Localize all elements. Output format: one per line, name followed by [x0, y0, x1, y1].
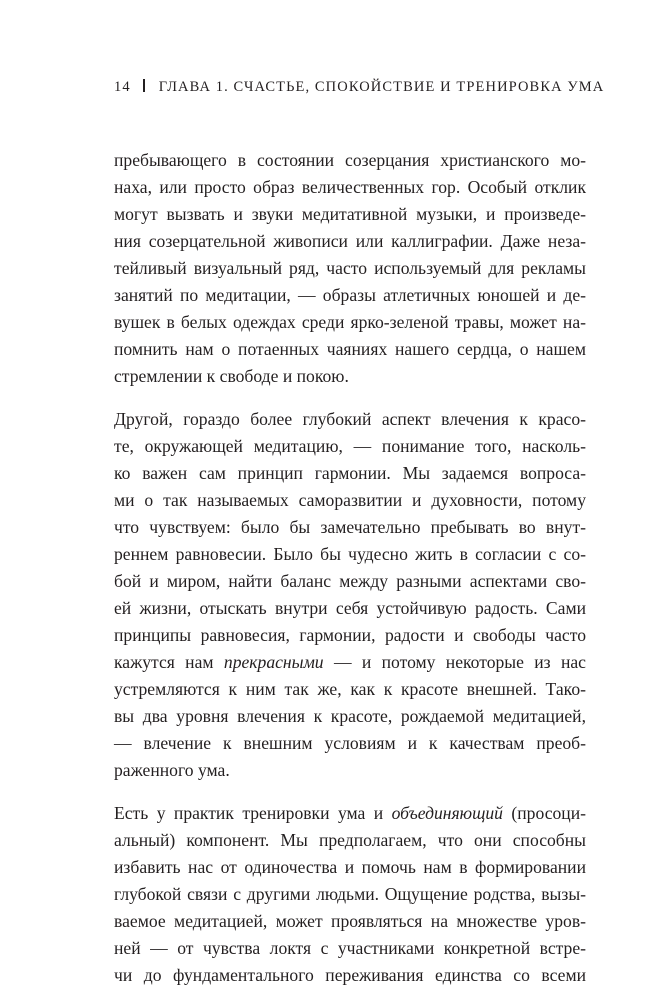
- text-segment: ко важен сам принцип гармонии. Мы задаемся вопроса-: [114, 463, 586, 483]
- text-line: [114, 514, 586, 541]
- text-line: [114, 255, 586, 282]
- text-line: [114, 174, 586, 201]
- text-segment: (просоци-: [502, 803, 586, 823]
- text-line: [114, 730, 586, 757]
- text-segment: глубокой связи с другими людьми. Ощущение родства, вызы-: [114, 884, 586, 904]
- text-line: [114, 309, 586, 336]
- text-segment: принципы равновесия, гармонии, радости и свободы часто: [114, 625, 586, 645]
- paragraph: [114, 147, 586, 390]
- body-text: [114, 147, 586, 989]
- text-segment: кажутся нам: [114, 652, 224, 672]
- text-segment: те, окружающей медитацию, — понимание того, насколь-: [114, 436, 586, 456]
- text-line: [114, 147, 586, 174]
- text-segment: ми о так называемых саморазвитии и духовности, потому: [114, 490, 586, 510]
- text-line: [114, 649, 586, 676]
- header-separator: [143, 79, 145, 92]
- text-segment: могут вызвать и звуки медитативной музыки, и произведе-: [114, 204, 586, 224]
- text-line: [114, 854, 586, 881]
- paragraph: [114, 406, 586, 784]
- paragraph: [114, 800, 586, 989]
- text-line: [114, 935, 586, 962]
- text-segment: тейливый визуальный ряд, часто используемый для рекламы: [114, 258, 586, 278]
- text-segment: устремляются к ним так же, как к красоте внешней. Тако-: [114, 679, 586, 699]
- text-segment: альный) компонент. Мы предполагаем, что они способны: [114, 830, 586, 850]
- text-segment: ней — от чувства локтя с участниками конкретной встре-: [114, 938, 586, 958]
- text-line: [114, 541, 586, 568]
- text-segment: Другой, гораздо более глубокий аспект влечения к красо-: [114, 409, 586, 429]
- text-line: [114, 568, 586, 595]
- running-header: [114, 77, 605, 97]
- text-segment: чи до фундаментального переживания единства со всеми: [114, 965, 586, 985]
- text-line: [114, 201, 586, 228]
- text-segment: стремлении к свободе и покою.: [114, 366, 349, 386]
- text-line: [114, 676, 586, 703]
- text-segment: — и потому некоторые из нас: [323, 652, 586, 672]
- text-segment: Есть у практик тренировки ума и: [114, 803, 392, 823]
- text-line: [114, 962, 586, 989]
- text-segment: избавить нас от одиночества и помочь нам в формировании: [114, 857, 586, 877]
- text-segment: бой и миром, найти баланс между разными аспектами сво-: [114, 571, 586, 591]
- text-segment: вы два уровня влечения к красоте, рождаемой медитацией,: [114, 706, 586, 726]
- text-line: [114, 336, 586, 363]
- text-line: [114, 595, 586, 622]
- text-line: [114, 827, 586, 854]
- italic-text: прекрасными: [223, 652, 324, 672]
- text-segment: помнить нам о потаенных чаяниях нашего сердца, о нашем: [114, 339, 586, 359]
- text-line: [114, 487, 586, 514]
- text-segment: что чувствуем: было бы замечательно пребывать во внут-: [114, 517, 586, 537]
- text-line: [114, 433, 586, 460]
- text-line: [114, 363, 586, 390]
- text-segment: наха, или просто образ величественных гор. Особый отклик: [114, 177, 586, 197]
- italic-text: объединяющий: [391, 803, 503, 823]
- text-line: [114, 881, 586, 908]
- text-segment: ваемое медитацией, может проявляться на множестве уров-: [114, 911, 586, 931]
- text-segment: вушек в белых одеждах среди ярко-зеленой травы, может на-: [114, 312, 586, 332]
- text-line: [114, 228, 586, 255]
- text-line: [114, 757, 586, 784]
- text-line: [114, 800, 586, 827]
- text-line: [114, 460, 586, 487]
- text-line: [114, 622, 586, 649]
- text-line: [114, 703, 586, 730]
- text-segment: ей жизни, отыскать внутри себя устойчивую радость. Сами: [114, 598, 586, 618]
- text-segment: реннем равновесии. Было бы чудесно жить в согласии с со-: [114, 544, 586, 564]
- text-segment: занятий по медитации, — образы атлетичных юношей и де-: [114, 285, 586, 305]
- text-line: [114, 282, 586, 309]
- chapter-title: ГЛАВА 1. СЧАСТЬЕ, СПОКОЙСТВИЕ И ТРЕНИРОВКА УМА: [158, 79, 605, 95]
- text-line: [114, 908, 586, 935]
- page-number: 14: [114, 79, 131, 95]
- text-segment: ния созерцательной живописи или каллиграфии. Даже неза-: [114, 231, 586, 251]
- text-line: [114, 406, 586, 433]
- text-segment: пребывающего в состоянии созерцания христианского мо-: [114, 150, 586, 170]
- text-segment: раженного ума.: [114, 760, 230, 780]
- text-segment: — влечение к внешним условиям и к качествам преоб-: [114, 733, 586, 753]
